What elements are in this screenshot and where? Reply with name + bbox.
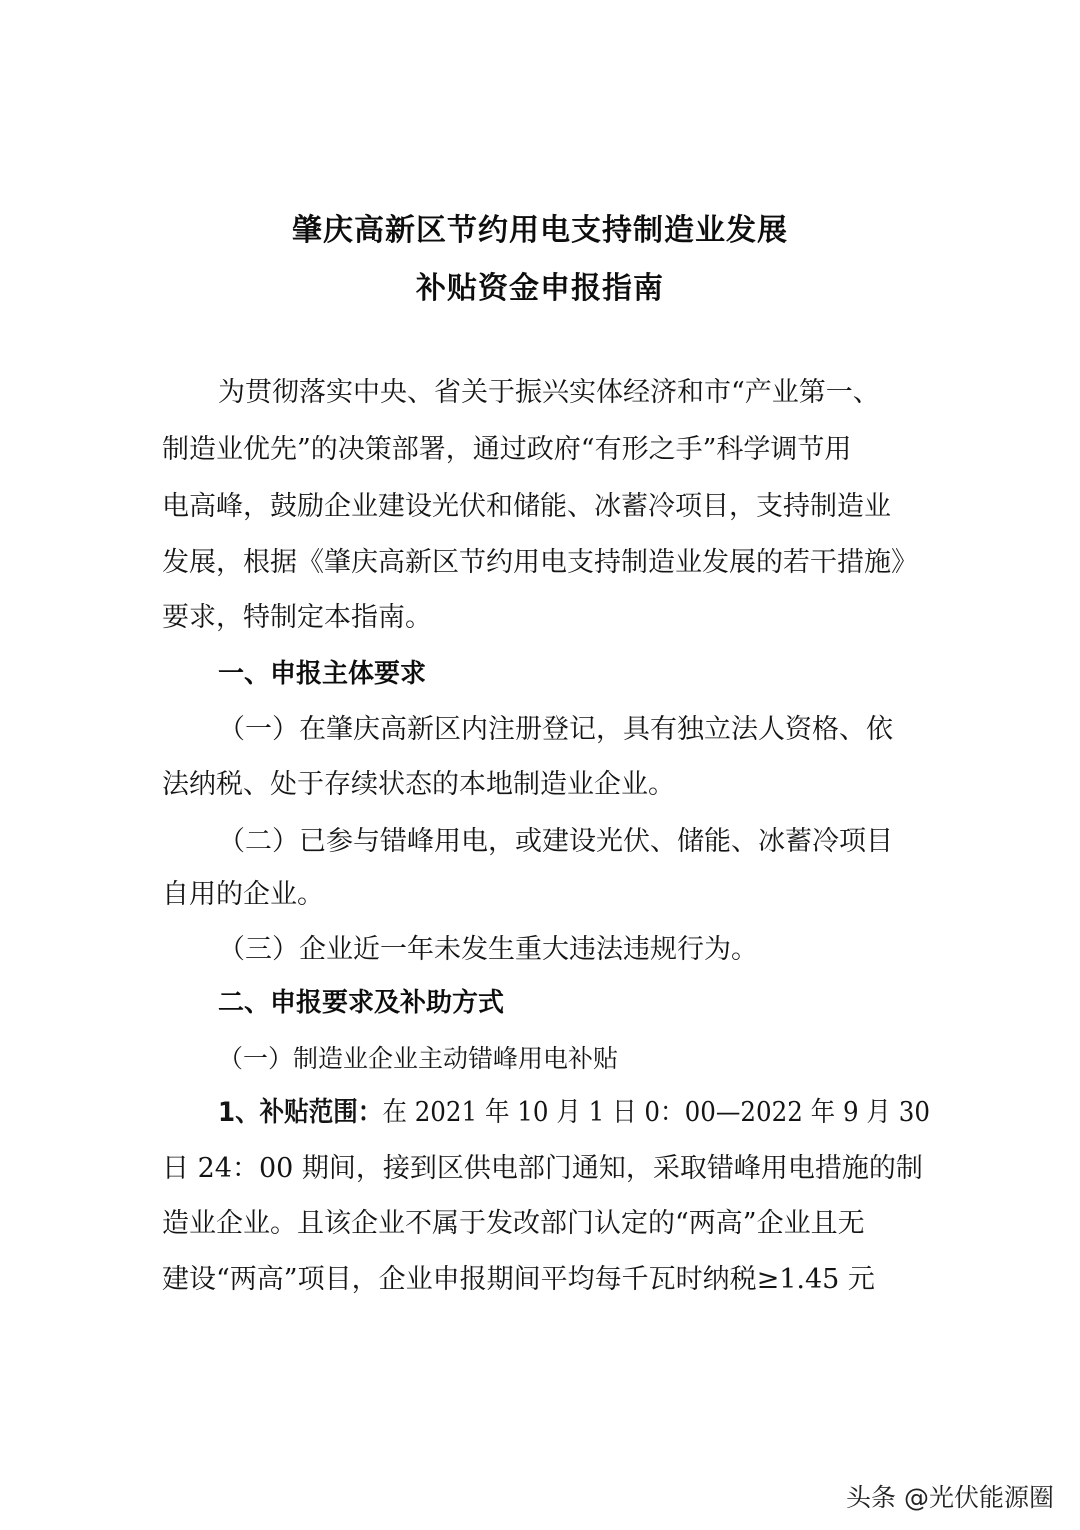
section-heading: 一、申报主体要求 (218, 659, 427, 689)
intro-line: 为贯彻落实中央、省关于振兴实体经济和市“产业第一、 (218, 377, 880, 408)
intro-line: 要求，特制定本指南。 (162, 602, 432, 633)
section-heading: 二、申报要求及补助方式 (218, 988, 505, 1018)
section-item: 法纳税、处于存续状态的本地制造业企业。 (162, 769, 675, 800)
intro-line: 电高峰，鼓励企业建设光伏和储能、冰蓄冷项目，支持制造业 (162, 491, 891, 522)
subsidy-line: 造业企业。且该企业不属于发改部门认定的“两高”企业且无 (162, 1208, 865, 1239)
section-item: （一）在肇庆高新区内注册登记，具有独立法人资格、依 (218, 714, 893, 745)
document-title-line-2: 补贴资金申报指南 (416, 271, 664, 306)
document-title-line-1: 肇庆高新区节约用电支持制造业发展 (292, 213, 788, 248)
sub-section-heading: （一）制造业企业主动错峰用电补贴 (218, 1044, 619, 1073)
subsidy-scope-label: 1、补贴范围： (218, 1097, 383, 1128)
subsidy-scope-text: 在 2021 年 10 月 1 日 0：00—2022 年 9 月 30 (382, 1097, 930, 1128)
subsidy-line: 建设“两高”项目，企业申报期间平均每千瓦时纳税≥1.45 元 (162, 1264, 875, 1295)
intro-line: 制造业优先”的决策部署，通过政府“有形之手”科学调节用 (162, 434, 852, 465)
subsidy-line: 日 24：00 期间，接到区供电部门通知，采取错峰用电措施的制 (162, 1153, 923, 1184)
subsidy-scope-line (218, 1095, 930, 1131)
intro-line: 发展，根据《肇庆高新区节约用电支持制造业发展的若干措施》 (162, 547, 918, 578)
watermark-text: 头条 @光伏能源圈 (846, 1483, 1054, 1512)
section-item: （二）已参与错峰用电，或建设光伏、储能、冰蓄冷项目 (218, 826, 893, 857)
section-item: 自用的企业。 (162, 879, 324, 910)
section-item: （三）企业近一年未发生重大违法违规行为。 (218, 934, 758, 965)
